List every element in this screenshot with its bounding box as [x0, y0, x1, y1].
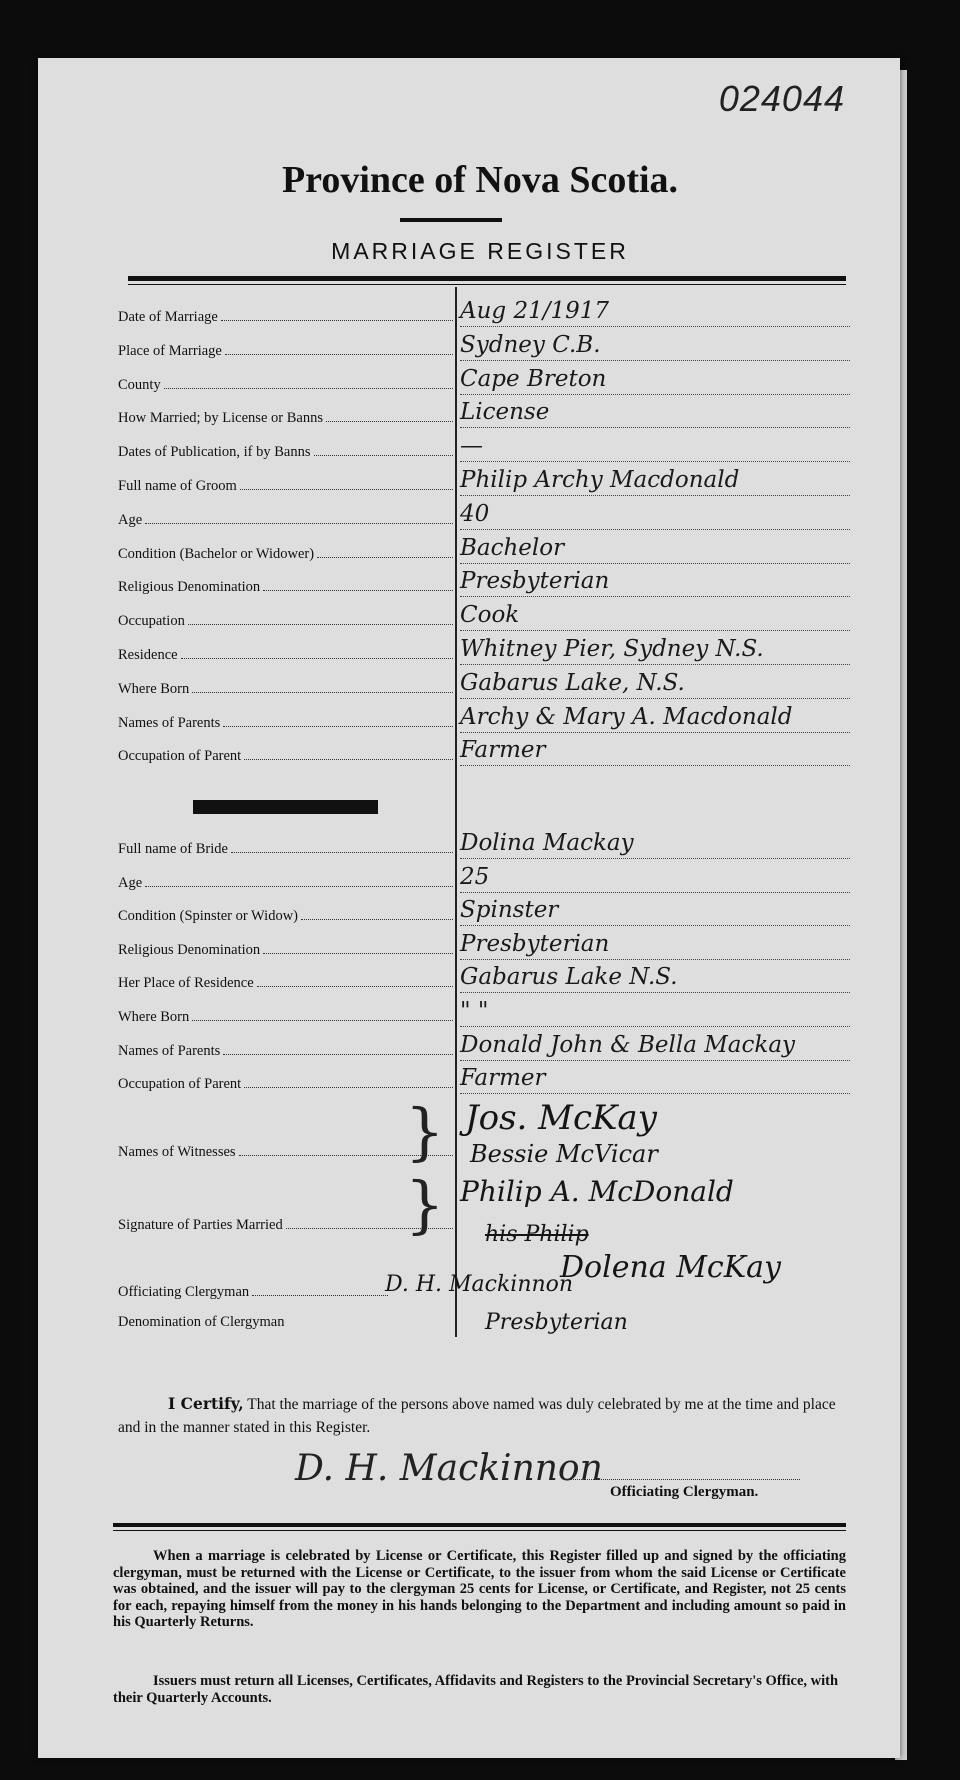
groom-field-label: County [118, 376, 161, 393]
groom-field-value-field [460, 365, 850, 395]
parties-brace: } [405, 1168, 445, 1241]
groom-field-label: Condition (Bachelor or Widower) [118, 545, 315, 562]
groom-field-value: Philip Archy Macdonald [460, 467, 740, 493]
column-divider [455, 287, 457, 1337]
groom-field-row [118, 706, 453, 732]
groom-field-value: Sydney C.B. [460, 331, 601, 358]
groom-field-value-field [460, 604, 850, 631]
groom-field-value-field [460, 669, 850, 699]
groom-field-label: Full name of Groom [118, 478, 237, 494]
groom-field-label: Religious Denomination [118, 579, 261, 596]
groom-field-label: Place of Marriage [118, 342, 222, 359]
bride-field-value-field [460, 1031, 850, 1061]
groom-field-row [118, 368, 453, 394]
bride-field-label: Full name of Bride [118, 841, 228, 857]
bride-field-value-field [460, 899, 850, 926]
issuers-notice: Issuers must return all Licenses, Certificates, Affidavits and Registers to the Provincial Secretary's Office, with their Quarterly Accounts. [113, 1673, 839, 1706]
groom-field-value: Cape Breton [460, 365, 607, 392]
groom-field-row [118, 739, 453, 765]
groom-field-value-field [460, 638, 850, 665]
groom-field-value: Gabarus Lake, N.S. [460, 669, 685, 696]
register-subtitle: MARRIAGE REGISTER [331, 238, 629, 264]
groom-field-value-field [460, 435, 850, 462]
groom-field-value: Aug 21/1917 [460, 298, 610, 324]
bride-signature: Dolena McKay [560, 1250, 781, 1285]
groom-field-row [118, 604, 453, 630]
groom-field-row [118, 435, 453, 461]
section-divider-bar [193, 800, 378, 814]
witnesses-brace: } [405, 1095, 445, 1168]
witnesses-label: Names of Witnesses [118, 1144, 236, 1160]
return-notice: When a marriage is celebrated by License or Certificate, this Register filled up and signed by the officiating clergyman, must be returned with the License or Certificate, to the issuer from whom the said License or Certificate was obtained, and the issuer will pay to the clergyman 25 cents for License, or Certificate, and Register, not 25 cents for each, repaying himself from the money in his hands belonging to the Department and including amount so paid in his Quarterly Returns. [113, 1548, 846, 1631]
bride-field-row [118, 966, 453, 992]
bride-field-label: Occupation of Parent [118, 1076, 242, 1093]
groom-field-value: Whitney Pier, Sydney N.S. [460, 636, 764, 662]
witness-1: Jos. McKay [465, 1098, 657, 1138]
denomination-row [118, 1305, 363, 1331]
groom-field-value: License [460, 399, 550, 426]
groom-field-row [118, 469, 453, 495]
groom-field-value-field [460, 534, 850, 564]
groom-field-value: 40 [460, 500, 490, 527]
groom-field-value-field [460, 401, 850, 428]
bride-field-label: Names of Parents [118, 1042, 221, 1059]
groom-field-row [118, 334, 453, 360]
groom-field-value-field [460, 469, 850, 496]
certify-body: That the marriage of the persons above named was duly celebrated by me at the time and place and in the manner stated in this Register. [118, 1396, 836, 1436]
groom-field-label: Date of Marriage [118, 309, 218, 325]
groom-field-row [118, 503, 453, 529]
title-underline [400, 218, 502, 222]
officiating-label: Officiating Clergyman [118, 1284, 250, 1300]
bride-field-row [118, 832, 453, 858]
officiating-value: D. H. Mackinnon [385, 1272, 574, 1297]
bride-field-row [118, 933, 453, 959]
groom-field-label: Occupation of Parent [118, 748, 242, 765]
bride-field-value: Gabarus Lake N.S. [460, 964, 678, 991]
footer-rule [113, 1523, 846, 1527]
header-rule-thin [128, 284, 846, 285]
bride-field-label: Her Place of Residence [118, 975, 254, 992]
parties-row [118, 1208, 453, 1234]
denomination-label: Denomination of Clergyman [118, 1314, 285, 1330]
groom-field-row [118, 638, 453, 664]
groom-field-value: Cook [460, 602, 520, 629]
header-rule [128, 276, 846, 281]
bride-field-value-field [460, 863, 850, 893]
groom-field-value: — [460, 433, 483, 460]
footer-rule-thin [113, 1530, 846, 1531]
bride-field-value-field [460, 966, 850, 993]
groom-field-value-field [460, 570, 850, 597]
bride-field-value-field [460, 1067, 850, 1094]
groom-field-label: Age [118, 511, 143, 528]
bride-field-row [118, 899, 453, 925]
signature-line [570, 1478, 800, 1480]
bride-field-value: 25 [460, 863, 490, 890]
groom-field-label: Residence [118, 647, 178, 663]
groom-field-label: Where Born [118, 680, 190, 697]
bride-field-row [118, 1000, 453, 1026]
groom-field-value-field [460, 300, 850, 327]
bride-field-value: " " [460, 998, 489, 1024]
bride-field-value-field [460, 832, 850, 859]
groom-field-label: Dates of Publication, if by Banns [118, 444, 311, 461]
bride-field-value-field [460, 1000, 850, 1027]
groom-mark: his Philip [485, 1222, 589, 1247]
groom-signature: Philip A. McDonald [460, 1175, 734, 1208]
certification-signature: D. H. Mackinnon [295, 1448, 603, 1489]
groom-field-value: Presbyterian [460, 568, 610, 595]
groom-field-label: Names of Parents [118, 714, 221, 731]
bride-field-value: Spinster [460, 897, 559, 924]
bride-field-value: Dolina Mackay [460, 830, 634, 856]
groom-field-value-field [460, 500, 850, 530]
groom-field-value-field [460, 331, 850, 361]
groom-field-row [118, 401, 453, 427]
certification-text [118, 1392, 838, 1439]
groom-field-row [118, 570, 453, 596]
page-title: Province of Nova Scotia. [281, 159, 679, 201]
bride-field-label: Religious Denomination [118, 941, 261, 958]
bride-field-row [118, 1067, 453, 1093]
bride-field-value-field [460, 930, 850, 960]
bride-field-value: Farmer [460, 1065, 546, 1092]
bride-field-value: Donald John & Bella Mackay [460, 1031, 796, 1058]
groom-field-row [118, 300, 453, 326]
groom-field-row [118, 537, 453, 563]
groom-field-label: How Married; by License or Banns [118, 410, 323, 427]
bride-field-row [118, 1034, 453, 1060]
witness-2: Bessie McVicar [470, 1140, 658, 1168]
bride-field-label: Where Born [118, 1009, 190, 1025]
groom-field-label: Occupation [118, 613, 185, 630]
groom-field-value-field [460, 739, 850, 766]
certification-caption: Officiating Clergyman. [610, 1484, 759, 1500]
groom-field-value: Bachelor [460, 534, 565, 561]
bride-field-label: Age [118, 874, 143, 891]
bride-field-row [118, 866, 453, 892]
bride-field-label: Condition (Spinster or Widow) [118, 908, 298, 925]
officiating-row [118, 1275, 388, 1301]
groom-field-row [118, 672, 453, 698]
witnesses-row [118, 1135, 453, 1161]
certify-lead: I Certify, [168, 1394, 244, 1413]
bride-field-value: Presbyterian [460, 930, 610, 957]
denomination-value: Presbyterian [485, 1310, 628, 1335]
groom-field-value: Farmer [460, 737, 546, 764]
parties-label: Signature of Parties Married [118, 1217, 283, 1233]
serial-number: 024044 [718, 78, 845, 119]
groom-field-value: Archy & Mary A. Macdonald [460, 703, 793, 730]
groom-field-value-field [460, 703, 850, 733]
